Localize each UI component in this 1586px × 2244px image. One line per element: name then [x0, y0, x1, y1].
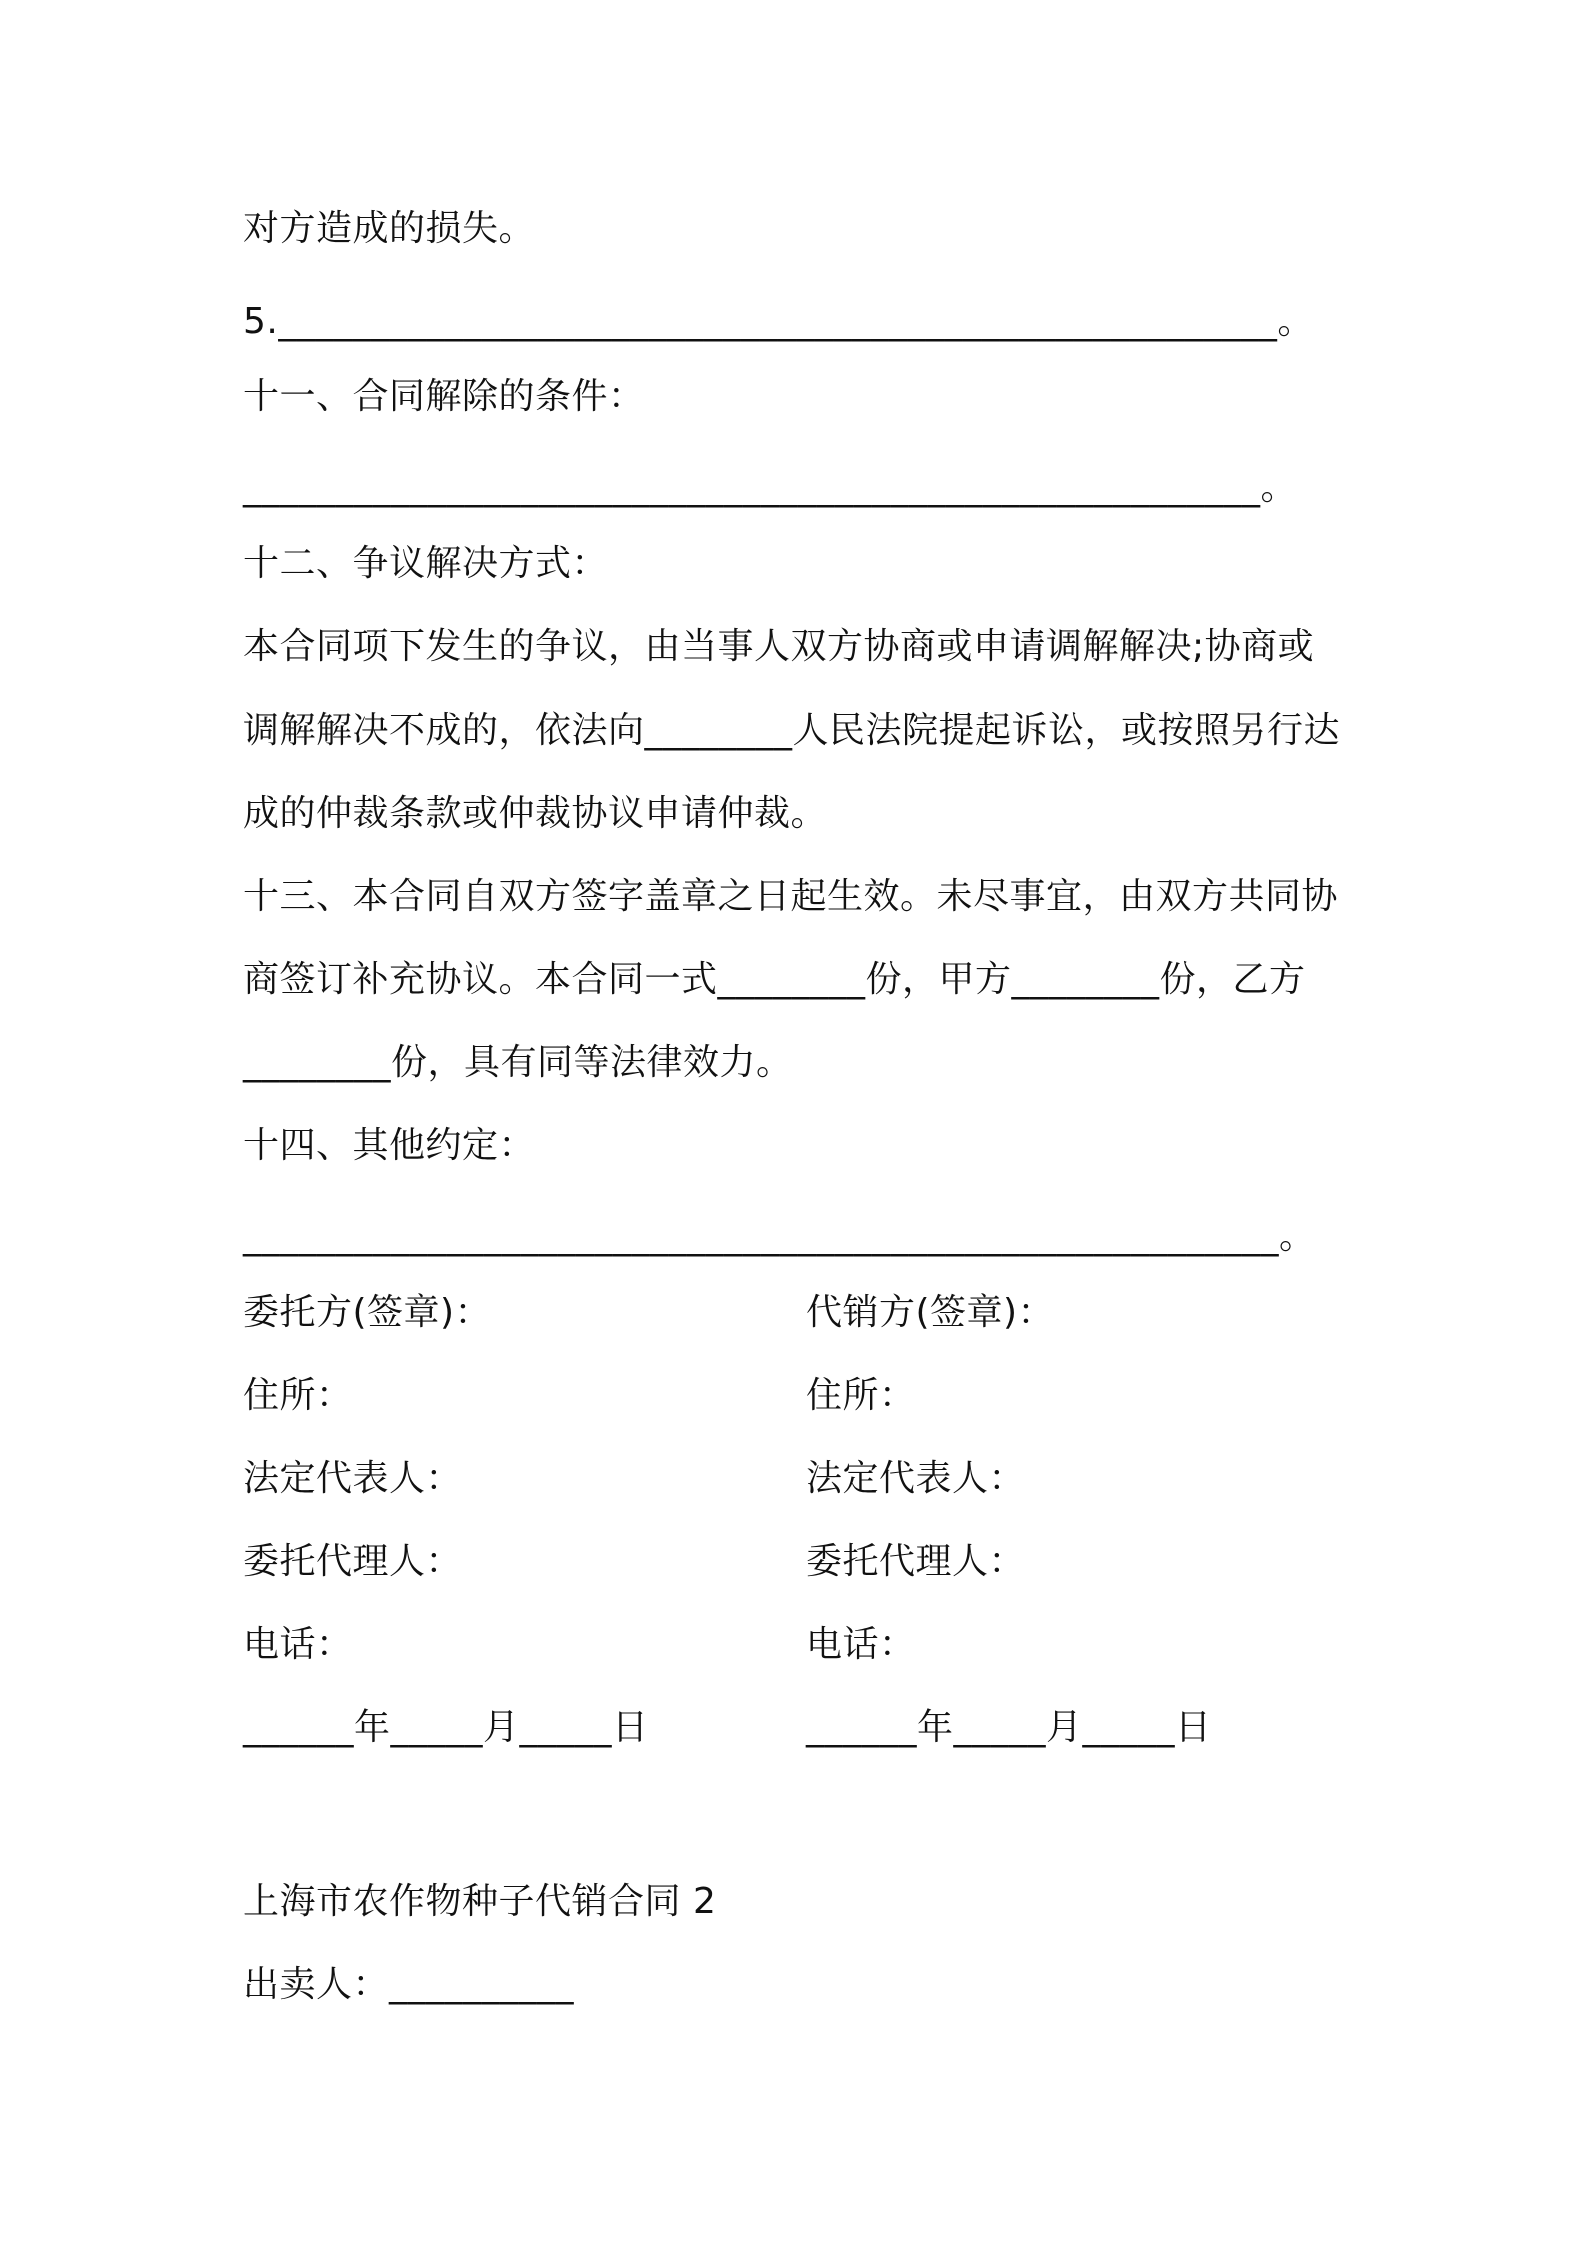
right-address-label: 住所： — [806, 1375, 916, 1416]
other-blank: ________________________________________________________。 — [243, 1216, 1316, 1257]
left-party-label: 委托方(签章)： — [243, 1292, 492, 1333]
right-date-line: ______年_____月_____日 — [806, 1707, 1212, 1748]
heading-termination: 十一、合同解除的条件： — [243, 376, 645, 417]
seller-label: 出卖人：__________ — [243, 1964, 575, 2005]
clause-5-blank: 5.______________________________________________________。 — [243, 301, 1314, 342]
termination-blank: _______________________________________________________。 — [243, 467, 1297, 508]
dispute-text-line-2: 调解解决不成的，依法向________人民法院提起诉讼，或按照另行达 — [243, 710, 1341, 751]
left-date-line: ______年_____月_____日 — [243, 1707, 649, 1748]
paragraph-loss: 对方造成的损失。 — [243, 208, 536, 249]
right-agent-label: 委托代理人： — [806, 1541, 1026, 1582]
heading-dispute: 十二、争议解决方式： — [243, 543, 609, 584]
heading-other: 十四、其他约定： — [243, 1125, 536, 1166]
next-section-title: 上海市农作物种子代销合同 2 — [243, 1881, 717, 1922]
effective-text-line-3: ________份，具有同等法律效力。 — [243, 1042, 793, 1083]
left-phone-label: 电话： — [243, 1624, 353, 1665]
left-agent-label: 委托代理人： — [243, 1541, 463, 1582]
effective-text-line-1: 十三、本合同自双方签字盖章之日起生效。未尽事宜，由双方共同协 — [243, 876, 1339, 917]
effective-text-line-2: 商签订补充协议。本合同一式________份，甲方________份，乙方 — [243, 959, 1306, 1000]
dispute-text-line-3: 成的仲裁条款或仲裁协议申请仲裁。 — [243, 793, 828, 834]
right-phone-label: 电话： — [806, 1624, 916, 1665]
dispute-text-line-1: 本合同项下发生的争议，由当事人双方协商或申请调解解决;协商或 — [243, 626, 1315, 667]
right-legal-rep-label: 法定代表人： — [806, 1458, 1026, 1499]
left-address-label: 住所： — [243, 1375, 353, 1416]
left-legal-rep-label: 法定代表人： — [243, 1458, 463, 1499]
right-party-label: 代销方(签章)： — [806, 1292, 1055, 1333]
